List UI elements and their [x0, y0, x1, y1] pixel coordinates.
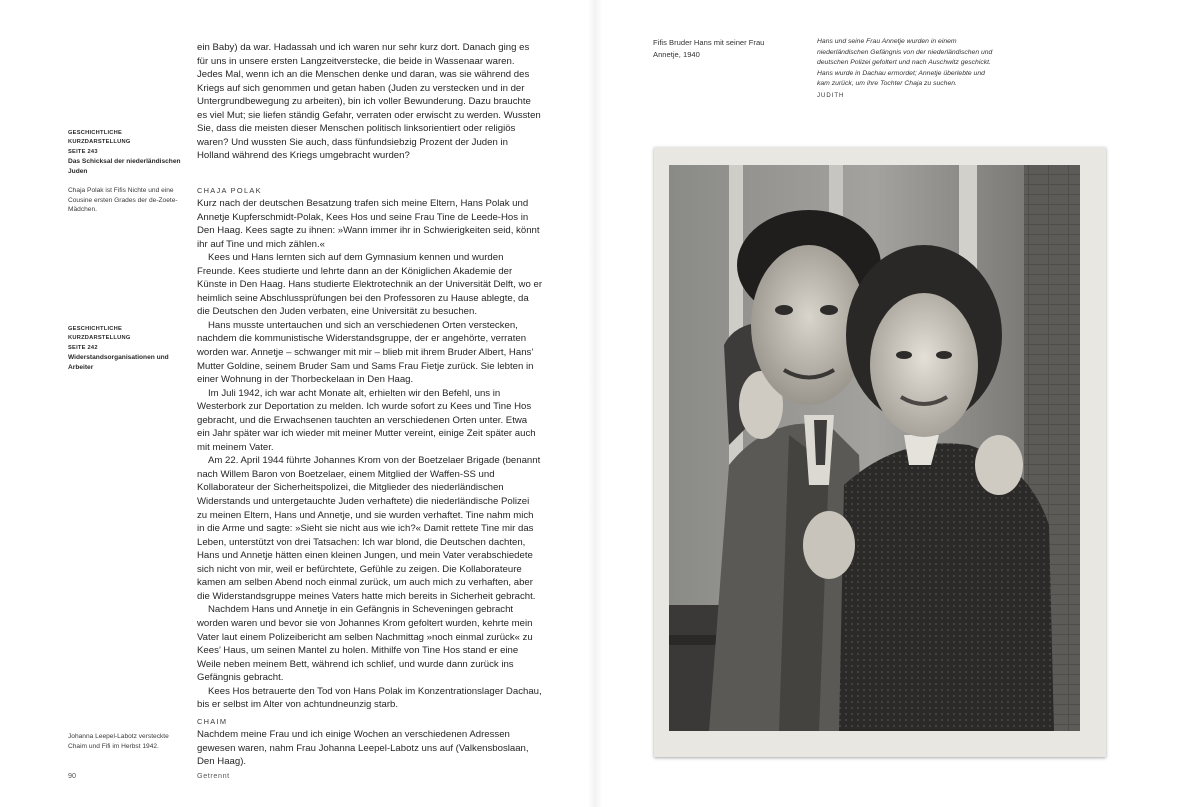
quote-author: JUDITH	[817, 92, 845, 99]
history-reference-1	[68, 129, 186, 176]
chaja-paragraph: Kees Hos betrauerte den Tod von Hans Polak im Konzentrationslager Dachau, bis er selbst im Alter von achtundneunzig starb.	[197, 685, 542, 711]
page-number: 90	[68, 771, 76, 780]
reference-page: SEITE 242	[68, 344, 98, 351]
chaja-paragraph: Am 22. April 1944 führte Johannes Krom von der Boetzelaer Brigade (benannt nach Willem Baron von Boetzelaer, einem Mitglied der Waffen-SS und Kollaborateur der Sicherheitspolizei, die Mitglieder des niederländischen Widerstands und untergetauchte Juden verhaftete) die niederländische Polizei zu meinen Eltern, Hans und Annetje, und sie wurden verhaftet. Tine nahm mich in die Arme und sagte: »Sieht sie nicht aus wie ich?« Damit rettete Tine mir das Leben, unterstützt von drei Tatsachen: Ich war blond, die Deutschen dachten, Hans und Annetje hätten einen kleinen Jungen, und mein Vater verabschiedete sich nicht von mir, weil er befürchtete, Gefühle zu zeigen. Die Kollaborateure kamen am selben Abend noch einmal zurück, um auch mich zu verhaften, aber die Widerstandsgruppe meines Vaters hatte mich bereits in Sicherheit gebracht.	[197, 455, 541, 602]
chaja-paragraph: Nachdem Hans und Annetje in ein Gefängnis in Scheveningen gebracht worden waren und bevor sie von Johannes Krom gefoltert wurden, kehrte mein Vater laut einem Polizeibericht am selben Nachmittag »noch einmal zurück« zu Kees’ Haus, um seinen Mantel zu holen. Mithilfe von Tine Hos stand er eine Weile neben meinem Bett, während ich schlief, und wurde dann zurück ins Gefängnis gebracht.	[197, 604, 533, 684]
photo-caption: Fifis Bruder Hans mit seiner Frau Annetje, 1940	[653, 38, 765, 59]
chaim-text	[197, 728, 542, 769]
couple-photo-image	[669, 165, 1080, 731]
intro-paragraph	[197, 41, 542, 163]
running-head: Getrennt	[197, 771, 230, 780]
chaja-paragraph: Kees und Hans lernten sich auf dem Gymnasium kennen und wurden Freunde. Kees studierte und lehrte dann an der Königlichen Akademie der Künste in Den Haag. Hans studierte Elektrotechnik an der Universität Delft, wo er heimlich seine Abschlussprüfungen bei den Professoren zu Hause ablegte, da die Deutschen den Juden verbaten, eine Universität zu besuchen.	[197, 252, 543, 318]
intro-text: ein Baby) da war. Hadassah und ich waren nur sehr kurz dort. Danach ging es für uns in unsere ersten Langzeitverstecke, die beide in Wassenaar waren. Jedes Mal, wenn ich an die Menschen denke und daran, was sie während des Kriegs auf sich genommen und getan haben (Juden zu verstecken und in der Untergrundbewegung zu arbeiten), bin ich voller Bewunderung. Dazu brauchte es viel Mut; sie liefen ständig Gefahr, verraten oder erwischt zu werden. Wussten Sie, dass die meisten dieser Menschen politisch linksorientiert oder religiös waren? Und wussten Sie auch, dass fünfundsiebzig Prozent der Juden in Holland während des Kriegs umgebracht wurden?	[197, 42, 541, 162]
speaker-chaim: CHAIM	[197, 717, 228, 726]
chaja-polak-text	[197, 197, 542, 712]
chaim-paragraph: Nachdem meine Frau und ich einige Wochen an verschiedenen Adressen gewesen waren, nahm Frau Johanna Leepel-Labotz uns auf (Valkensboslaan, Den Haag).	[197, 729, 529, 768]
margin-note-chaja: Chaja Polak ist Fifis Nichte und eine Cousine ersten Grades der de-Zoete-Mädchen.	[68, 187, 178, 214]
reference-title: Das Schicksal der niederländischen Juden	[68, 158, 181, 175]
chaja-paragraph: Kurz nach der deutschen Besatzung trafen sich meine Eltern, Hans Polak und Annetje Kupferschmidt-Polak, Kees Hos und seine Frau Tine de Leede-Hos in Den Haag. Kees sagte zu ihnen: »Wann immer ihr in Schwierigkeiten seid, könnt ihr auf Tine und mich zählen.«	[197, 198, 540, 250]
reference-page: SEITE 243	[68, 148, 98, 155]
speaker-chaja-polak: CHAJA POLAK	[197, 186, 262, 195]
reference-title: Widerstandsorganisationen und Arbeiter	[68, 354, 169, 371]
couple-photograph	[669, 165, 1080, 731]
side-quote	[817, 37, 995, 102]
quote-text: Hans und seine Frau Annetje wurden in einem niederländischen Gefängnis von der niederländischen und deutschen Polizei gefoltert und nach Auschwitz geschickt. Hans wurde in Dachau ermordet; Annetje überlebte und kam zurück, um ihre Tochter Chaja zu suchen.	[817, 38, 993, 88]
history-reference-2	[68, 325, 186, 372]
reference-kicker: GESCHICHTLICHE KURZDARSTELLUNG	[68, 326, 131, 342]
reference-kicker: GESCHICHTLICHE KURZDARSTELLUNG	[68, 130, 131, 146]
chaja-paragraph: Im Juli 1942, ich war acht Monate alt, erhielten wir den Befehl, uns in Westerbork zur Deportation zu melden. Ich wurde sofort zu Kees und Tine Hos gebracht, und die Erwachsenen tauchten an verschiedenen Orten unter. Etwa ein Jahr später war ich wieder mit meiner Mutter vereint, einige Zeit später auch mit meinem Vater.	[197, 387, 536, 453]
margin-note-chaim: Johanna Leepel-Labotz versteckte Chaim und Fifi im Herbst 1942.	[68, 733, 169, 750]
chaja-paragraph: Hans musste untertauchen und sich an verschiedenen Orten verstecken, nachdem die kommunistische Widerstandsgruppe, der er angehörte, verraten worden war. Annetje – schwanger mit mir – blieb mit ihrem Bruder Albert, Hans’ Mutter Goldine, seinem Bruder Sam und Sams Frau Fietje zurück. Sie lebten in einer Wohnung in der Thorbeckelaan in Den Haag.	[197, 319, 534, 386]
